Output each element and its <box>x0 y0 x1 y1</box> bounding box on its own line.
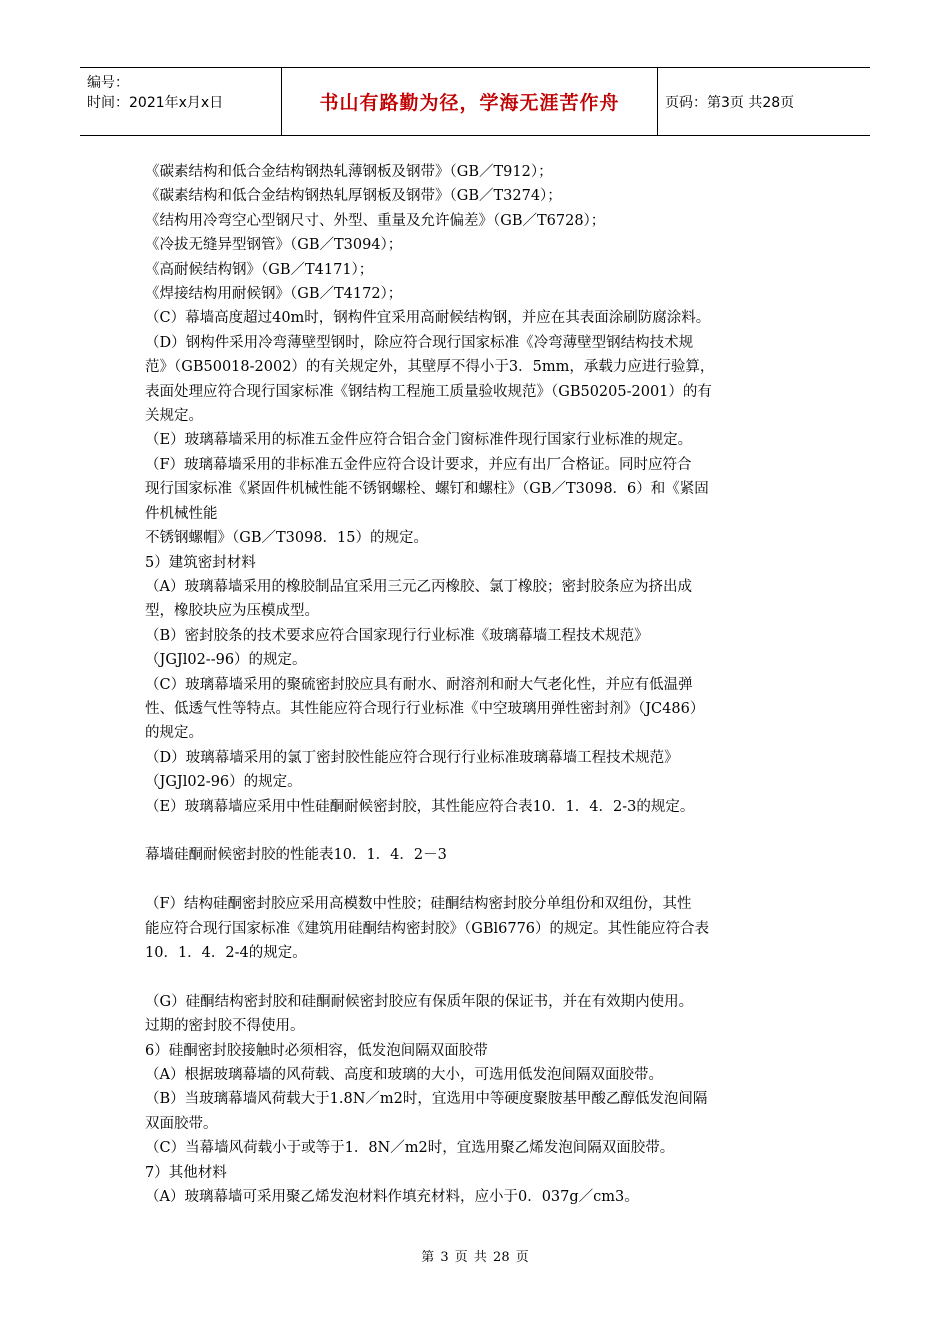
body-line: 7）其他材料 <box>145 1164 227 1181</box>
blank-line <box>145 965 815 989</box>
body-line: （D）钢构件采用冷弯薄壁型钢时，除应符合现行国家标准《冷弯薄壁型钢结构技术规 <box>145 334 694 351</box>
body-line: （G）硅酮结构密封胶和硅酮耐候密封胶应有保质年限的保证书，并在有效期内使用。 <box>145 993 694 1010</box>
body-line: 的规定。 <box>145 725 203 742</box>
body-line: 范》（GB50018-2002）的有关规定外，其壁厚不得小于3．5mm，承载力应进行验算， <box>145 359 715 376</box>
body-line: 6）硅酮密封胶接触时必须相容，低发泡间隔双面胶带 <box>145 1042 488 1059</box>
body-line: 5）建筑密封材料 <box>145 554 256 571</box>
body-line: 《冷拔无缝异型钢管》（GB／T3094）； <box>145 237 403 254</box>
body-line: （E）玻璃幕墙采用的标准五金件应符合铝合金门窗标准件现行国家行业标准的规定。 <box>145 432 693 449</box>
page-header <box>80 67 870 136</box>
body-line: 表面处理应符合现行国家标准《钢结构工程施工质量验收规范》（GB50205-2001）的有 <box>145 383 712 400</box>
blank-line <box>145 819 815 843</box>
header-page-info: 页码：第3页 共28页 <box>665 94 795 111</box>
body-line: 双面胶带。 <box>145 1115 218 1132</box>
body-line: 10．1．4．2-4的规定。 <box>145 944 307 961</box>
body-line: 现行国家标准《紧固件机械性能不锈钢螺栓、螺钉和螺柱》（GB／T3098．6）和《紧固 <box>145 481 709 498</box>
document-time-label: 时间：2021年x月x日 <box>87 95 224 111</box>
body-line: （C）当幕墙风荷载小于或等于1．8N／m2时，宜选用聚乙烯发泡间隔双面胶带。 <box>145 1140 675 1157</box>
header-meta <box>80 68 282 135</box>
header-motto: 书山有路勤为径，学海无涯苦作舟 <box>282 68 658 135</box>
body-line: 型，橡胶块应为压模成型。 <box>145 603 319 620</box>
body-line: 《碳素结构和低合金结构钢热轧薄钢板及钢带》（GB／T912）； <box>145 164 553 180</box>
body-line: 《结构用冷弯空心型钢尺寸、外型、重量及允许偏差》（GB／T6728）； <box>145 212 606 229</box>
blank-line <box>145 868 815 892</box>
body-line: （JGJl02--96）的规定。 <box>145 652 307 669</box>
body-line: 性、低透气性等特点。其性能应符合现行行业标准《中空玻璃用弹性密封剂》（JC486） <box>145 700 705 717</box>
body-line: 《碳素结构和低合金结构钢热轧厚钢板及钢带》（GB／T3274）； <box>145 188 562 205</box>
body-line: 过期的密封胶不得使用。 <box>145 1018 305 1035</box>
document-number-label: 编号： <box>87 75 129 91</box>
body-line: （A）根据玻璃幕墙的风荷载、高度和玻璃的大小，可选用低发泡间隔双面胶带。 <box>145 1066 663 1083</box>
document-body <box>145 160 815 1209</box>
body-line: （B）密封胶条的技术要求应符合国家现行行业标准《玻璃幕墙工程技术规范》 <box>145 627 649 644</box>
body-line: （D）玻璃幕墙采用的氯丁密封胶性能应符合现行行业标准玻璃幕墙工程技术规范》 <box>145 749 679 766</box>
body-line: 《焊接结构用耐候钢》（GB／T4172）； <box>145 286 403 303</box>
body-line: 能应符合现行国家标准《建筑用硅酮结构密封胶》（GBl6776）的规定。其性能应符合表 <box>145 920 710 937</box>
body-line: （F）玻璃幕墙采用的非标准五金件应符合设计要求，并应有出厂合格证。同时应符合 <box>145 456 692 473</box>
body-line: 不锈钢螺帽》（GB／T3098．15）的规定。 <box>145 530 429 547</box>
body-line: 关规定。 <box>145 408 203 425</box>
body-line: （A）玻璃幕墙可采用聚乙烯发泡材料作填充材料，应小于0．037g／cm3。 <box>145 1189 639 1206</box>
body-line: 件机械性能 <box>145 505 218 522</box>
body-line: 幕墙硅酮耐候密封胶的性能表10．1．4．2－3 <box>145 847 447 864</box>
body-line: （JGJl02-96）的规定。 <box>145 774 302 791</box>
body-line: （A）玻璃幕墙采用的橡胶制品宜采用三元乙丙橡胶、氯丁橡胶；密封胶条应为挤出成 <box>145 578 692 595</box>
body-line: （F）结构硅酮密封胶应采用高模数中性胶；硅酮结构密封胶分单组份和双组份，其性 <box>145 896 692 913</box>
body-line: （C）幕墙高度超过40m时，钢构件宜采用高耐候结构钢，并应在其表面涂刷防腐涂料。 <box>145 310 711 327</box>
body-line: （B）当玻璃幕墙风荷载大于1.8N／m2时，宜选用中等硬度聚胺基甲酸乙醇低发泡间隔 <box>145 1091 708 1108</box>
body-line: （C）玻璃幕墙采用的聚硫密封胶应具有耐水、耐溶剂和耐大气老化性，并应有低温弹 <box>145 676 693 693</box>
page-footer: 第 3 页 共 28 页 <box>421 1250 529 1265</box>
body-line: （E）玻璃幕墙应采用中性硅酮耐候密封胶，其性能应符合表10．1．4．2-3的规定。 <box>145 798 695 815</box>
body-line: 《高耐候结构钢》（GB／T4171）； <box>145 261 374 278</box>
